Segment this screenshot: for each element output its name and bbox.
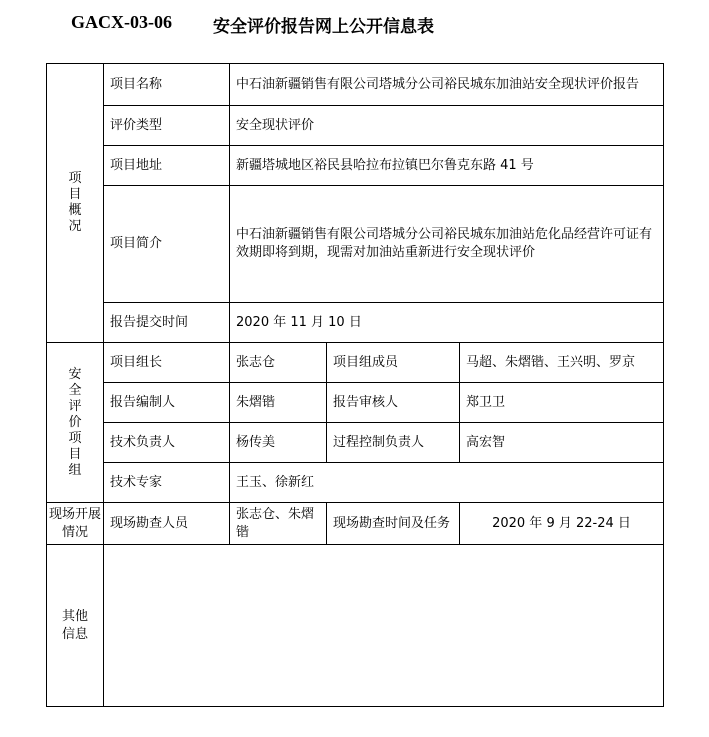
survey-time-label: 现场勘查时间及任务 [327, 503, 460, 545]
project-intro-label: 项目简介 [104, 186, 230, 303]
info-table [46, 63, 664, 707]
form-header [0, 10, 709, 38]
process-lead-label: 过程控制负责人 [327, 423, 460, 463]
eval-type-value: 安全现状评价 [230, 106, 664, 146]
team-members-value: 马超、朱熠锴、王兴明、罗京 [460, 343, 664, 383]
submit-time-value: 2020 年 11 月 10 日 [230, 303, 664, 343]
tech-lead-label: 技术负责人 [104, 423, 230, 463]
surveyors-value: 张志仓、朱熠锴 [230, 503, 327, 545]
project-intro-value: 中石油新疆销售有限公司塔城分公司裕民城东加油站危化品经营许可证有效期即将到期，现需对加油站重新进行安全现状评价 [230, 186, 664, 303]
report-author-value: 朱熠锴 [230, 383, 327, 423]
other-info-value [104, 545, 664, 707]
tech-lead-value: 杨传美 [230, 423, 327, 463]
report-reviewer-value: 郑卫卫 [460, 383, 664, 423]
tech-experts-value: 王玉、徐新红 [230, 463, 664, 503]
team-leader-value: 张志仓 [230, 343, 327, 383]
section-project-overview: 项目概况 [47, 64, 104, 343]
tech-experts-label: 技术专家 [104, 463, 230, 503]
report-author-label: 报告编制人 [104, 383, 230, 423]
report-reviewer-label: 报告审核人 [327, 383, 460, 423]
project-name-value: 中石油新疆销售有限公司塔城分公司裕民城东加油站安全现状评价报告 [230, 64, 664, 106]
project-name-label: 项目名称 [104, 64, 230, 106]
form-title: 安全评价报告网上公开信息表 [213, 17, 434, 37]
survey-time-value: 2020 年 9 月 22-24 日 [460, 503, 664, 545]
team-leader-label: 项目组长 [104, 343, 230, 383]
form-code: GACX-03-06 [71, 12, 172, 32]
team-members-label: 项目组成员 [327, 343, 460, 383]
project-address-label: 项目地址 [104, 146, 230, 186]
submit-time-label: 报告提交时间 [104, 303, 230, 343]
eval-type-label: 评价类型 [104, 106, 230, 146]
process-lead-value: 高宏智 [460, 423, 664, 463]
surveyors-label: 现场勘查人员 [104, 503, 230, 545]
other-info-label: 其他信息 [47, 545, 104, 707]
project-address-value: 新疆塔城地区裕民县哈拉布拉镇巴尔鲁克东路 41 号 [230, 146, 664, 186]
section-eval-team: 安全评价项目组 [47, 343, 104, 503]
section-site-survey: 现场开展情况 [47, 503, 104, 545]
